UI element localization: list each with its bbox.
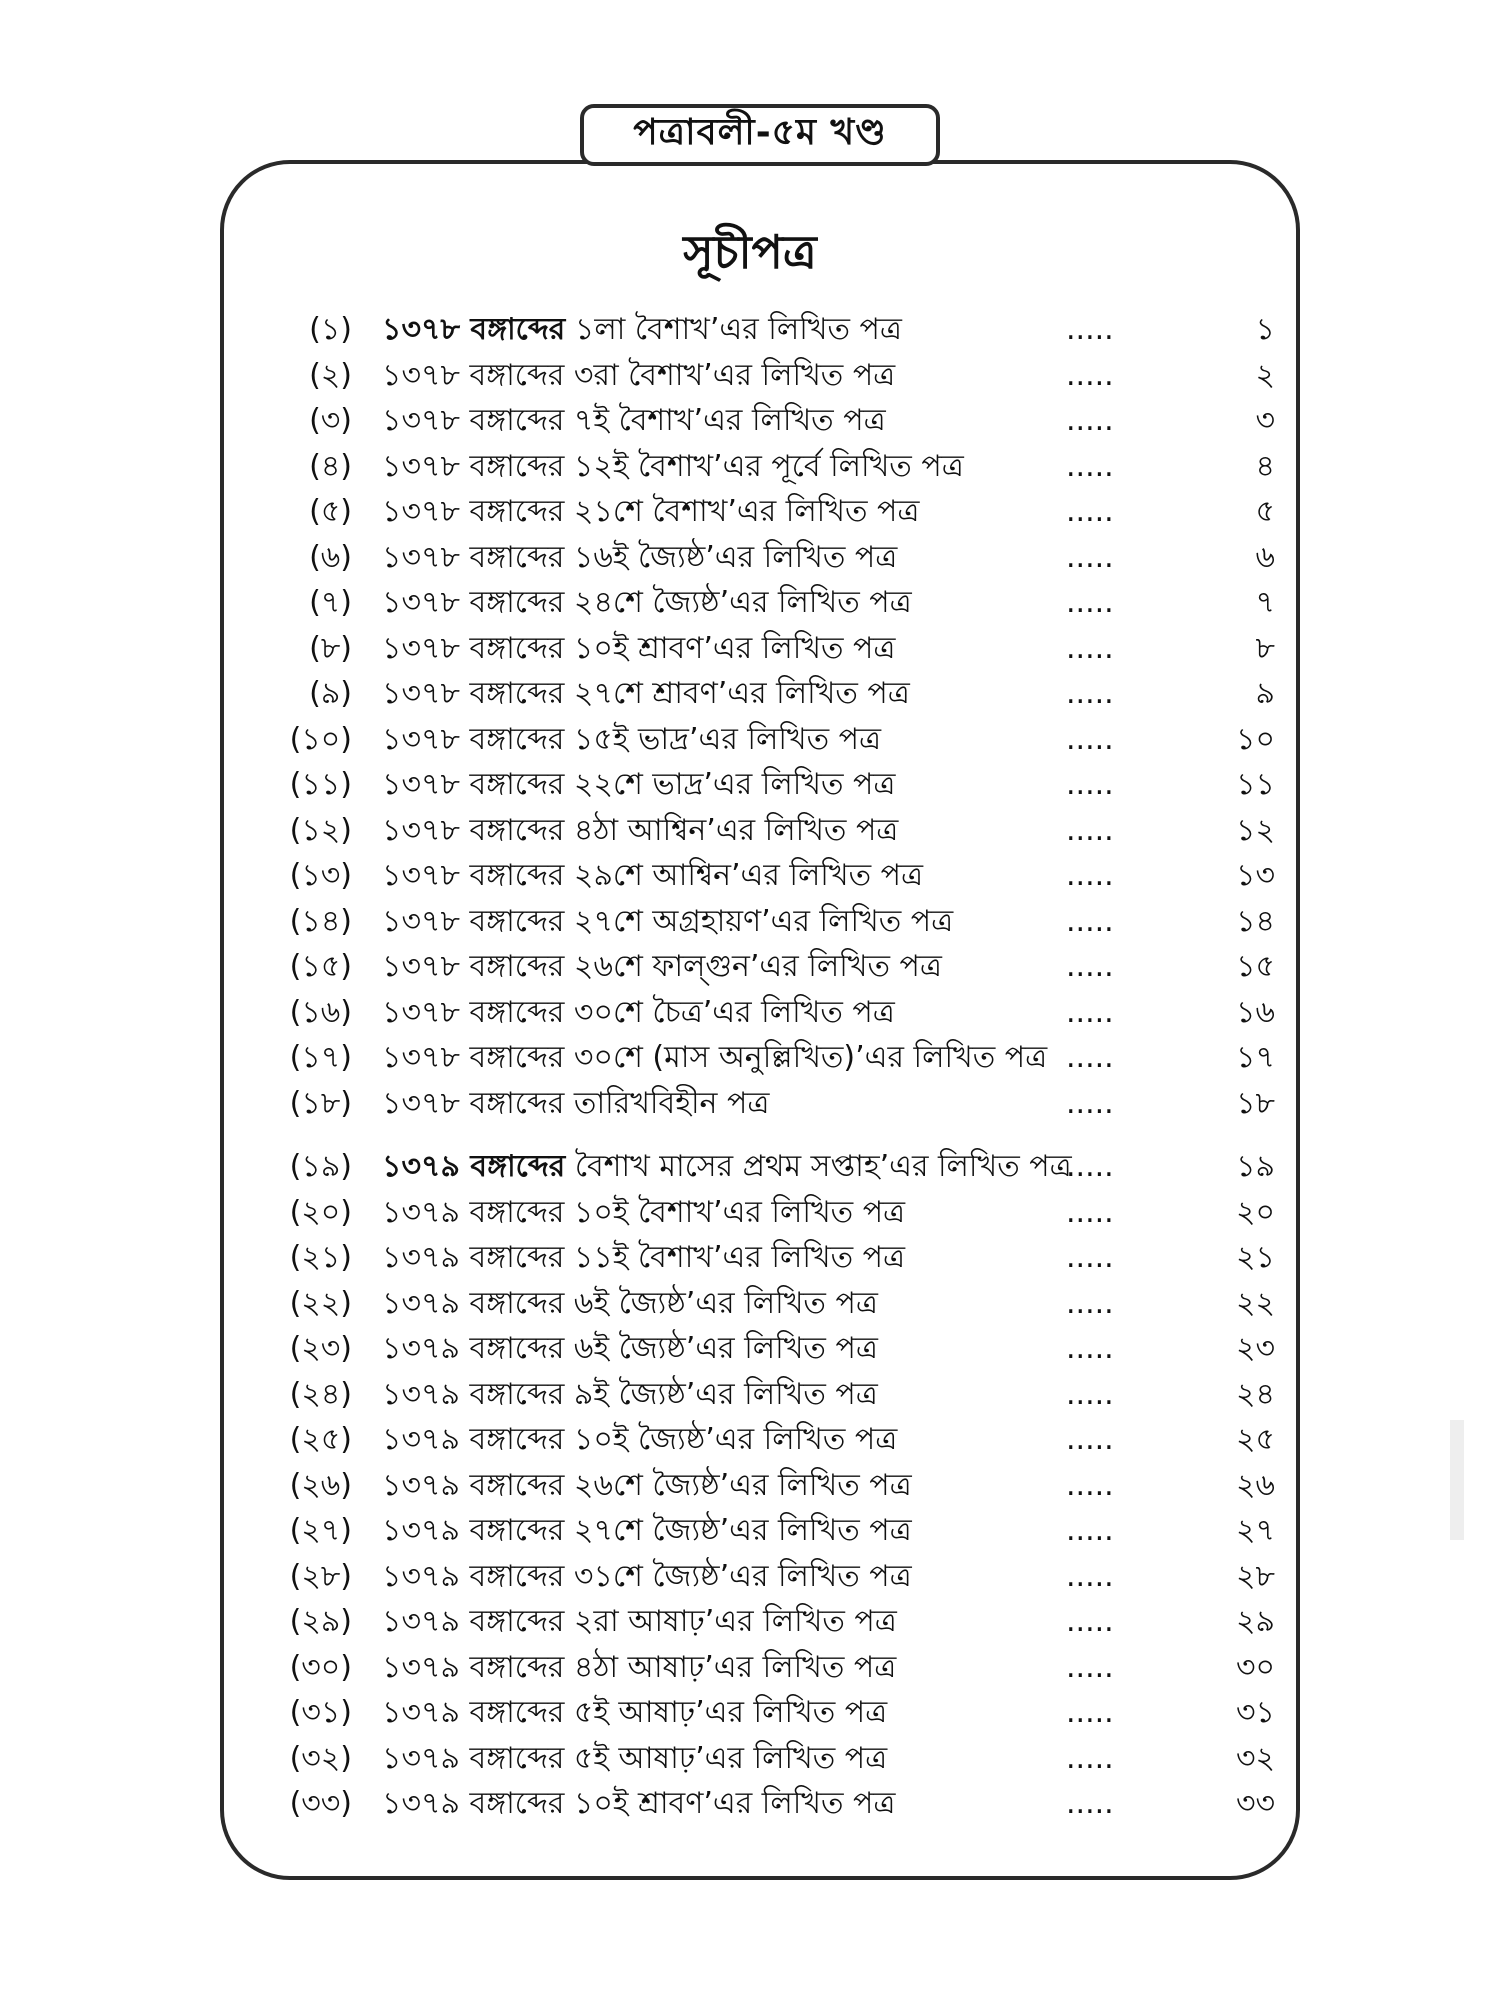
toc-page-number: ২: [1255, 357, 1275, 393]
toc-title-text: ১৩৭৮ বঙ্গাব্দের ৩রা বৈশাখ’এর লিখিত পত্র: [382, 357, 896, 393]
toc-leader-dots: .....: [1066, 357, 1114, 393]
toc-row: [0, 1418, 1500, 1462]
toc-leader-dots: .....: [1066, 994, 1114, 1030]
toc-number: (১): [309, 312, 352, 347]
toc-row: [0, 399, 1500, 443]
toc-page-number: ১৬: [1236, 994, 1275, 1030]
toc-page-number: ৩১: [1236, 1695, 1275, 1730]
toc-title-text: ১৩৭৮ বঙ্গাব্দের ১০ই শ্রাবণ’এর লিখিত পত্র: [382, 630, 896, 666]
toc-leader-dots: .....: [1066, 1376, 1114, 1412]
toc-title-text: ১৩৭৯ বঙ্গাব্দের ১০ই জ্যৈষ্ঠ’এর লিখিত পত্র: [382, 1422, 898, 1457]
toc-title-text: ১৩৭৯ বঙ্গাব্দের ৫ই আষাঢ়’এর লিখিত পত্র: [382, 1740, 888, 1776]
toc-row: [0, 1082, 1500, 1126]
toc-title-year: ১৩৭৯ বঙ্গাব্দের: [382, 1149, 566, 1184]
toc-page-number: ২১: [1236, 1240, 1275, 1275]
toc-leader-dots: .....: [1066, 1558, 1114, 1594]
toc-leader-dots: .....: [1066, 1285, 1114, 1321]
toc-title: [382, 536, 897, 580]
toc-row: [0, 1555, 1500, 1599]
toc-title-year: ১৩৭৮ বঙ্গাব্দের: [382, 312, 566, 347]
toc-number: (৮): [309, 630, 352, 666]
toc-title-text: ১৩৭৯ বঙ্গাব্দের ৫ই আষাঢ়’এর লিখিত পত্র: [382, 1695, 888, 1730]
toc-title-text: ১৩৭৯ বঙ্গাব্দের ২৬শে জ্যৈষ্ঠ’এর লিখিত পত্র: [382, 1467, 912, 1503]
toc-leader-dots: .....: [1066, 949, 1114, 984]
toc-number: (১৭): [289, 1040, 352, 1075]
toc-page-number: ২৫: [1236, 1422, 1275, 1457]
toc-title-text: ১লা বৈশাখ’এর লিখিত পত্র: [565, 312, 902, 347]
toc-number: (৩২): [289, 1740, 352, 1776]
toc-page-number: ৪: [1255, 448, 1275, 484]
toc-title: [382, 809, 898, 853]
toc-number: (২০): [289, 1194, 352, 1230]
toc-title: [382, 1509, 912, 1553]
toc-row: [0, 1600, 1500, 1644]
toc-number: (৯): [309, 676, 352, 711]
toc-number: (২৮): [289, 1558, 352, 1594]
toc-leader-dots: .....: [1066, 494, 1114, 529]
toc-title: [382, 445, 964, 489]
toc-row: [0, 1282, 1500, 1326]
toc-number: (৩০): [289, 1649, 352, 1685]
toc-title-text: ১৩৭৯ বঙ্গাব্দের ৬ই জ্যৈষ্ঠ’এর লিখিত পত্র: [382, 1331, 878, 1366]
toc-page-number: ১৫: [1236, 949, 1275, 984]
toc-row: [0, 445, 1500, 489]
toc-title-text: ১৩৭৯ বঙ্গাব্দের ২রা আষাঢ়’এর লিখিত পত্র: [382, 1604, 897, 1639]
toc-title-text: ১৩৭৮ বঙ্গাব্দের ২৯শে আশ্বিন’এর লিখিত পত্র: [382, 858, 924, 893]
toc-page-number: ৩২: [1235, 1740, 1275, 1776]
toc-title: [382, 1737, 887, 1781]
toc-title: [382, 1418, 897, 1462]
toc-row: [0, 1191, 1500, 1235]
toc-page-number: ১৯: [1236, 1149, 1275, 1184]
toc-row: [0, 1145, 1500, 1189]
toc-page-number: ১৭: [1236, 1040, 1275, 1075]
toc-title: [382, 1082, 769, 1126]
toc-row: [0, 1373, 1500, 1417]
toc-number: (২৩): [289, 1331, 352, 1366]
toc-number: (২৭): [289, 1513, 352, 1548]
toc-title-text: ১৩৭৮ বঙ্গাব্দের ২৪শে জ্যৈষ্ঠ’এর লিখিত পত্র: [382, 585, 912, 620]
toc-title: [382, 854, 923, 898]
toc-row: [0, 536, 1500, 580]
toc-title: [382, 945, 942, 989]
toc-title-text: ১৩৭৮ বঙ্গাব্দের ৭ই বৈশাখ’এর লিখিত পত্র: [382, 403, 886, 438]
toc-title: [382, 1646, 896, 1690]
toc-leader-dots: .....: [1066, 903, 1114, 939]
toc-title-text: ১৩৭৯ বঙ্গাব্দের ৩১শে জ্যৈষ্ঠ’এর লিখিত পত্র: [382, 1558, 912, 1594]
toc-number: (২১): [289, 1240, 352, 1275]
toc-page-number: ৩০: [1235, 1649, 1275, 1685]
toc-title: [382, 627, 895, 671]
toc-title: [382, 718, 881, 762]
toc-row: [0, 809, 1500, 853]
page-title: সূচীপত্র: [683, 225, 817, 279]
toc-title: [382, 308, 902, 352]
toc-leader-dots: .....: [1066, 812, 1114, 848]
toc-title-text: ১৩৭৮ বঙ্গাব্দের ১৫ই ভাদ্র’এর লিখিত পত্র: [382, 721, 882, 757]
toc-title-text: ১৩৭৯ বঙ্গাব্দের ৪ঠা আষাঢ়’এর লিখিত পত্র: [382, 1649, 897, 1685]
toc-number: (১৫): [289, 949, 352, 984]
toc-page-number: ১০: [1236, 721, 1275, 757]
toc-page-number: ১৮: [1236, 1085, 1275, 1121]
toc-leader-dots: .....: [1066, 1513, 1114, 1548]
toc-number: (১৬): [289, 994, 352, 1030]
toc-title-text: ১৩৭৮ বঙ্গাব্দের ২৭শে শ্রাবণ’এর লিখিত পত্র: [382, 676, 910, 711]
toc-title: [382, 1191, 905, 1235]
toc-leader-dots: .....: [1066, 1786, 1114, 1821]
toc-title-text: ১৩৭৯ বঙ্গাব্দের ৬ই জ্যৈষ্ঠ’এর লিখিত পত্র: [382, 1285, 878, 1321]
toc-title-text: ১৩৭৯ বঙ্গাব্দের ১০ই শ্রাবণ’এর লিখিত পত্র: [382, 1786, 896, 1821]
toc-title: [382, 672, 910, 716]
toc-row: [0, 1464, 1500, 1508]
toc-number: (৭): [309, 585, 352, 620]
toc-leader-dots: .....: [1066, 1604, 1114, 1639]
toc-leader-dots: .....: [1066, 858, 1114, 893]
toc-page-number: ১: [1255, 312, 1275, 347]
toc-leader-dots: .....: [1066, 539, 1114, 575]
toc-leader-dots: .....: [1066, 403, 1114, 438]
toc-row: [0, 490, 1500, 534]
toc-row: [0, 1737, 1500, 1781]
toc-title: [382, 763, 895, 807]
toc-row: [0, 991, 1500, 1035]
toc-title: [382, 581, 912, 625]
toc-page-number: ১২: [1236, 812, 1275, 848]
toc-title-text: ১৩৭৮ বঙ্গাব্দের ২১শে বৈশাখ’এর লিখিত পত্র: [382, 494, 920, 529]
toc-number: (২): [309, 357, 352, 393]
toc-row: [0, 1691, 1500, 1735]
toc-page-number: ৬: [1255, 539, 1275, 575]
toc-leader-dots: .....: [1066, 1085, 1114, 1121]
toc-row: [0, 1509, 1500, 1553]
toc-row: [0, 1782, 1500, 1826]
toc-number: (১২): [289, 812, 352, 848]
toc-leader-dots: .....: [1066, 585, 1114, 620]
toc-page-number: ৩৩: [1235, 1786, 1275, 1821]
toc-title: [382, 1600, 897, 1644]
toc-page-number: ২৩: [1235, 1331, 1275, 1366]
toc-page-number: ২৪: [1236, 1376, 1275, 1412]
toc-title-text: ১৩৭৯ বঙ্গাব্দের ১১ই বৈশাখ’এর লিখিত পত্র: [382, 1240, 906, 1275]
toc-row: [0, 354, 1500, 398]
toc-leader-dots: .....: [1066, 1149, 1114, 1184]
toc-title-text: ১৩৭৮ বঙ্গাব্দের ২২শে ভাদ্র’এর লিখিত পত্র: [382, 767, 896, 802]
toc-title-text: ১৩৭৮ বঙ্গাব্দের ৩০শে চৈত্র’এর লিখিত পত্র: [382, 994, 895, 1030]
toc-page-number: ১১: [1236, 767, 1275, 802]
toc-title: [382, 1464, 912, 1508]
toc-title-text: ১৩৭৮ বঙ্গাব্দের ১২ই বৈশাখ’এর পূর্বে লিখিত পত্র: [382, 448, 964, 484]
toc-title: [382, 1236, 905, 1280]
toc-title-text: বৈশাখ মাসের প্রথম সপ্তাহ’এর লিখিত পত্র: [565, 1149, 1072, 1184]
toc-page-number: ১৩: [1236, 858, 1275, 893]
toc-row: [0, 1236, 1500, 1280]
toc-leader-dots: .....: [1066, 1467, 1114, 1503]
toc-title: [382, 1327, 878, 1371]
toc-title: [382, 1782, 895, 1826]
toc-leader-dots: .....: [1066, 630, 1114, 666]
toc-title: [382, 1282, 878, 1326]
toc-page-number: ২৯: [1236, 1604, 1275, 1639]
toc-page-number: ২২: [1235, 1285, 1275, 1321]
toc-title-text: ১৩৭৯ বঙ্গাব্দের ১০ই বৈশাখ’এর লিখিত পত্র: [382, 1194, 906, 1230]
toc-number: (১৮): [289, 1085, 352, 1121]
toc-title: [382, 399, 886, 443]
toc-leader-dots: .....: [1066, 1649, 1114, 1685]
toc-title: [382, 1145, 1072, 1189]
toc-page-number: ৯: [1255, 676, 1275, 711]
toc-leader-dots: .....: [1066, 1040, 1114, 1075]
toc-row: [0, 945, 1500, 989]
toc-number: (২৪): [289, 1376, 352, 1412]
toc-title: [382, 991, 895, 1035]
toc-row: [0, 763, 1500, 807]
toc-leader-dots: .....: [1066, 448, 1114, 484]
toc-number: (৩৩): [289, 1786, 352, 1821]
toc-title-text: ১৩৭৮ বঙ্গাব্দের তারিখবিহীন পত্র: [382, 1085, 770, 1121]
toc-leader-dots: .....: [1066, 312, 1114, 347]
toc-row: [0, 718, 1500, 762]
toc-page-number: ২৭: [1235, 1513, 1275, 1548]
toc-title: [382, 354, 895, 398]
toc-leader-dots: .....: [1066, 721, 1114, 757]
toc-title-text: ১৩৭৮ বঙ্গাব্দের ১৬ই জ্যৈষ্ঠ’এর লিখিত পত্র: [382, 539, 898, 575]
toc-title: [382, 900, 953, 944]
toc-row: [0, 627, 1500, 671]
toc-leader-dots: .....: [1066, 767, 1114, 802]
toc-row: [0, 1327, 1500, 1371]
toc-page-number: ৮: [1255, 630, 1275, 666]
toc-page-number: ১৪: [1236, 903, 1275, 939]
toc-number: (৩): [309, 403, 352, 438]
toc-page-number: ২০: [1235, 1194, 1275, 1230]
toc-page-number: ৩: [1255, 403, 1275, 438]
toc-page-number: ২৬: [1235, 1467, 1275, 1503]
toc-leader-dots: .....: [1066, 1331, 1114, 1366]
toc-leader-dots: .....: [1066, 1740, 1114, 1776]
toc-leader-dots: .....: [1066, 1422, 1114, 1457]
toc-row: [0, 1646, 1500, 1690]
toc-leader-dots: .....: [1066, 1240, 1114, 1275]
toc-number: (২৯): [289, 1604, 352, 1639]
toc-leader-dots: .....: [1066, 1695, 1114, 1730]
toc-title: [382, 1036, 1047, 1080]
toc-title: [382, 1555, 912, 1599]
toc-title: [382, 490, 919, 534]
toc-title: [382, 1691, 887, 1735]
toc-title-text: ১৩৭৮ বঙ্গাব্দের ২৭শে অগ্রহায়ণ’এর লিখিত পত্র: [382, 903, 954, 939]
toc-leader-dots: .....: [1066, 676, 1114, 711]
toc-number: (১৩): [289, 858, 352, 893]
toc-title: [382, 1373, 878, 1417]
toc-title-text: ১৩৭৮ বঙ্গাব্দের ৪ঠা আশ্বিন’এর লিখিত পত্র: [382, 812, 899, 848]
toc-page-number: ৭: [1255, 585, 1275, 620]
toc-number: (৪): [309, 448, 352, 484]
toc-number: (২৫): [289, 1422, 352, 1457]
toc-number: (১৪): [289, 903, 352, 939]
toc-number: (৫): [309, 494, 352, 529]
toc-number: (২৬): [289, 1467, 352, 1503]
toc-title-text: ১৩৭৯ বঙ্গাব্দের ২৭শে জ্যৈষ্ঠ’এর লিখিত পত্র: [382, 1513, 912, 1548]
toc-title-text: ১৩৭৮ বঙ্গাব্দের ৩০শে (মাস অনুল্লিখিত)’এর লিখিত পত্র: [382, 1040, 1048, 1075]
toc-leader-dots: .....: [1066, 1194, 1114, 1230]
toc-row: [0, 854, 1500, 898]
toc-row: [0, 900, 1500, 944]
volume-header: পত্রাবলী-৫ম খণ্ড: [580, 104, 940, 166]
toc-page-number: ২৮: [1236, 1558, 1275, 1594]
toc-page-number: ৫: [1255, 494, 1275, 529]
toc-number: (১১): [289, 767, 352, 802]
toc-row: [0, 581, 1500, 625]
toc-title-text: ১৩৭৮ বঙ্গাব্দের ২৬শে ফাল্গুন’এর লিখিত পত্র: [382, 949, 942, 984]
toc-title-text: ১৩৭৯ বঙ্গাব্দের ৯ই জ্যৈষ্ঠ’এর লিখিত পত্র: [382, 1376, 878, 1412]
toc-number: (১৯): [289, 1149, 352, 1184]
toc-number: (৬): [309, 539, 352, 575]
toc-number: (৩১): [289, 1695, 352, 1730]
toc-row: [0, 1036, 1500, 1080]
toc-row: [0, 308, 1500, 352]
toc-number: (২২): [289, 1285, 352, 1321]
toc-number: (১০): [289, 721, 352, 757]
toc-row: [0, 672, 1500, 716]
scan-edge-mark: [1450, 1420, 1464, 1540]
